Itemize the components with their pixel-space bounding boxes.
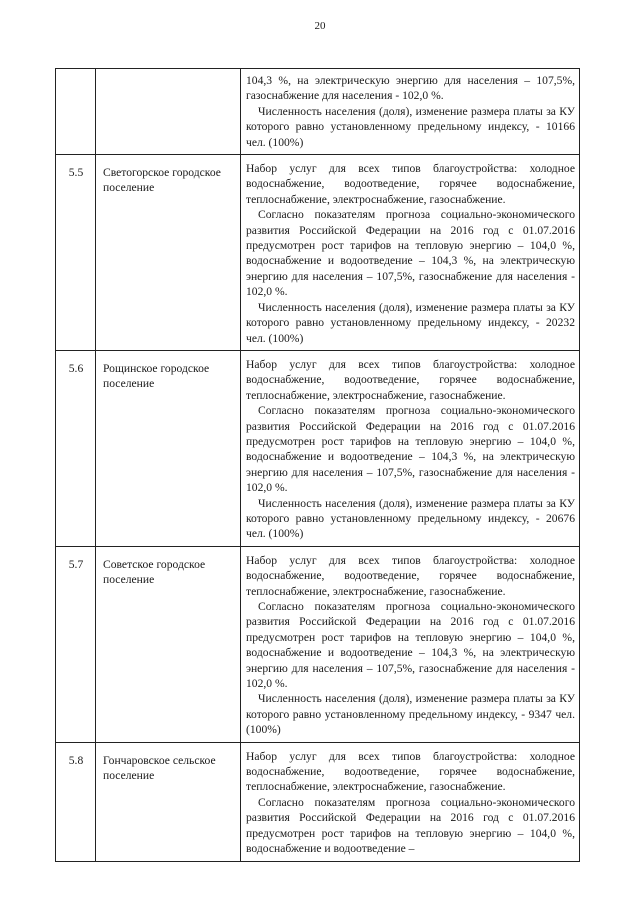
row-number: 5.5 (56, 155, 96, 351)
table-row (56, 742, 580, 861)
description-paragraph: Набор услуг для всех типов благоустройства: холодное водоснабжение, водоотведение, горячее водоснабжение, теплоснабжение, электроснабжение, газоснабжение. (246, 162, 575, 206)
row-description (241, 69, 580, 155)
row-number: 5.8 (56, 742, 96, 861)
settlement-name (96, 69, 241, 155)
description-paragraph: Набор услуг для всех типов благоустройства: холодное водоснабжение, водоотведение, горячее водоснабжение, теплоснабжение, электроснабжение, газоснабжение. (246, 553, 575, 598)
description-paragraph: Набор услуг для всех типов благоустройства: холодное водоснабжение, водоотведение, горячее водоснабжение, теплоснабжение, электроснабжение, газоснабжение. (246, 749, 575, 794)
row-description (241, 350, 580, 546)
table-row-continuation (56, 69, 580, 155)
settlement-name: Светогорское городское поселение (96, 155, 241, 351)
description-paragraph: Численность населения (доля), изменение размера платы за КУ которого равно установленному предельному индексу, - 9347 чел. (100%) (246, 692, 575, 737)
tariff-table (55, 68, 580, 862)
settlement-name: Рощинское городское поселение (96, 350, 241, 546)
settlement-name: Гончаровское сельское поселение (96, 742, 241, 861)
description-paragraph: Согласно показателям прогноза социально-экономического развития Российской Федерации на 2016 год с 01.07.2016 предусмотрен рост тарифов на тепловую энергию – 104,0 %, водоснабжение и водоотведение – 104,3 %, на электрическую энергию для населения – 107,5%, газоснабжение для населения - 102,0 %. (246, 404, 575, 495)
description-paragraph: 104,3 %, на электрическую энергию для населения – 107,5%, газоснабжение для населения - 102,0 %. (246, 74, 575, 103)
page-number: 20 (314, 20, 326, 32)
row-description (241, 155, 580, 351)
row-number: 5.7 (56, 546, 96, 742)
settlement-name: Советское городское поселение (96, 546, 241, 742)
description-paragraph: Численность населения (доля), изменение размера платы за КУ которого равно установленному предельному индексу, - 20676 чел. (100%) (246, 496, 575, 541)
description-paragraph: Согласно показателям прогноза социально-экономического развития Российской Федерации на 2016 год с 01.07.2016 предусмотрен рост тарифов на тепловую энергию – 104,0 %, водоснабжение и водоотведение – 104,3 %, на электрическую энергию для населения – 107,5%, газоснабжение для населения - 102,0 %. (246, 208, 575, 299)
table-row (56, 155, 580, 351)
description-paragraph: Численность населения (доля), изменение размера платы за КУ которого равно установленному предельному индексу, - 20232 чел. (100%) (246, 300, 575, 345)
description-paragraph: Согласно показателям прогноза социально-экономического развития Российской Федерации на 2016 год с 01.07.2016 предусмотрен рост тарифов на тепловую энергию – 104,0 %, водоснабжение и водоотведение – 104,3 %, на электрическую энергию для населения – 107,5%, газоснабжение для населения - 102,0 %. (246, 600, 575, 691)
description-paragraph: Набор услуг для всех типов благоустройства: холодное водоснабжение, водоотведение, горячее водоснабжение, теплоснабжение, электроснабжение, газоснабжение. (246, 357, 575, 402)
row-number: 5.6 (56, 350, 96, 546)
row-description (241, 742, 580, 861)
table-row (56, 350, 580, 546)
description-paragraph: Согласно показателям прогноза социально-экономического развития Российской Федерации на 2016 год с 01.07.2016 предусмотрен рост тарифов на тепловую энергию – 104,0 %, водоснабжение и водоотведение – (246, 795, 575, 856)
row-number (56, 69, 96, 155)
table-row (56, 546, 580, 742)
description-paragraph: Численность населения (доля), изменение размера платы за КУ которого равно установленному предельному индексу, - 10166 чел. (100%) (246, 104, 575, 149)
row-description (241, 546, 580, 742)
